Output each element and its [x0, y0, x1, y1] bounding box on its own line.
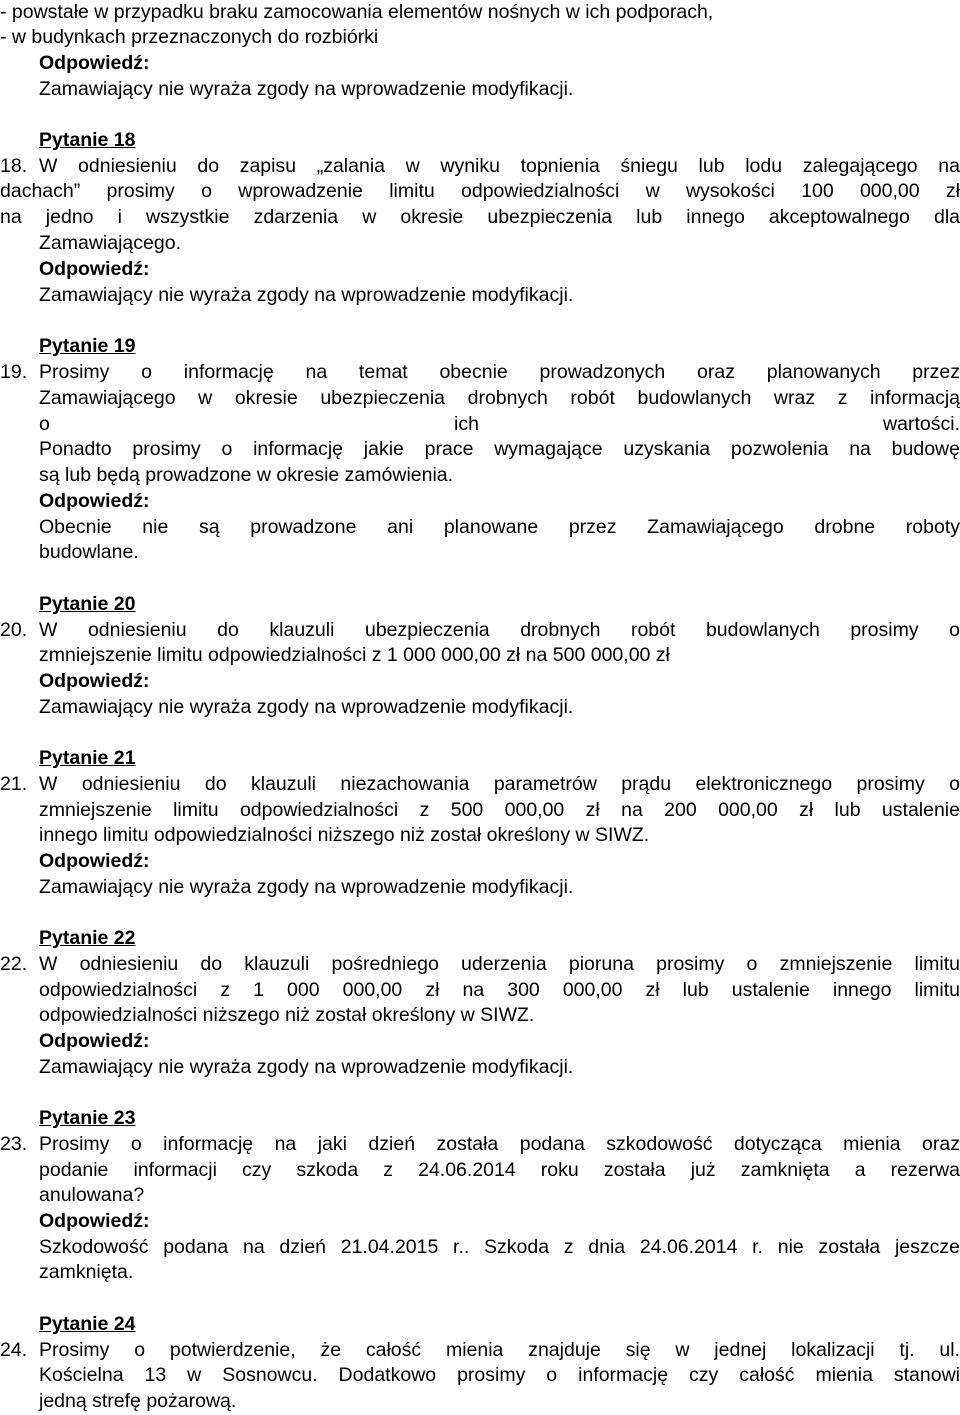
answer-label: Odpowiedź: [39, 670, 150, 692]
answer-text: Zamawiający nie wyraża zgody na wprowadzenie modyfikacji. [39, 696, 574, 718]
question-text-line: Zamawiającego w okresie ubezpieczenia drobnych robót budowlanych wraz z informacją [39, 387, 960, 409]
question-number-label: 19. [0, 361, 28, 383]
question-number-label: 22. [0, 953, 28, 975]
answer-label: Odpowiedź: [39, 850, 150, 872]
answer-text: Obecnie nie są prowadzone ani planowane przez Zamawiającego drobne roboty [39, 516, 960, 538]
question-text-line: są lub będą prowadzone w okresie zamówienia. [39, 464, 454, 486]
answer-label: Odpowiedź: [39, 490, 150, 512]
answer-text: Zamawiający nie wyraża zgody na wprowadzenie modyfikacji. [39, 284, 574, 306]
question-number-label: 20. [0, 619, 28, 641]
question-text-line: W odniesieniu do klauzuli ubezpieczenia drobnych robót budowlanych prosimy o [39, 619, 960, 641]
question-text-line: anulowana? [39, 1184, 145, 1206]
answer-text: Zamawiający nie wyraża zgody na wprowadzenie modyfikacji. [39, 1056, 574, 1078]
question-heading: Pytanie 18 [39, 129, 136, 151]
question-heading: Pytanie 19 [39, 335, 136, 357]
question-heading: Pytanie 23 [39, 1107, 136, 1129]
question-number-label: 18. [0, 155, 28, 177]
question-text-line: odpowiedzialności niższego niż został określony w SIWZ. [39, 1004, 535, 1026]
answer-label: Odpowiedź: [39, 1030, 150, 1052]
question-heading: Pytanie 20 [39, 593, 136, 615]
question-text-line: Prosimy o informację na jaki dzień została podana szkodowość dotycząca mienia oraz [39, 1133, 960, 1155]
answer-label: Odpowiedź: [39, 1210, 150, 1232]
question-text-line: Prosimy o informację na temat obecnie prowadzonych oraz planowanych przez [39, 361, 960, 383]
question-text-line: W odniesieniu do zapisu „zalania w wyniku topnienia śniegu lub lodu zalegającego na [39, 155, 960, 177]
list-item-dash: - w budynkach przeznaczonych do rozbiórki [0, 26, 379, 48]
list-item-dash: - powstałe w przypadku braku zamocowania elementów nośnych w ich podporach, [0, 1, 714, 23]
question-heading: Pytanie 22 [39, 927, 136, 949]
question-number-label: 21. [0, 773, 28, 795]
question-text-line: jedną strefę pożarową. [39, 1390, 237, 1412]
question-text-line: Prosimy o potwierdzenie, że całość mienia znajduje się w jednej lokalizacji tj. ul. [39, 1339, 960, 1361]
question-text-line: Kościelna 13 w Sosnowcu. Dodatkowo prosimy o informację czy całość mienia stanowi [39, 1364, 960, 1386]
question-text-line: Zamawiającego. [39, 232, 181, 254]
question-text-line: zmniejszenie limitu odpowiedzialności z 1 000 000,00 zł na 500 000,00 zł [39, 644, 670, 666]
question-text-line: W odniesieniu do klauzuli niezachowania parametrów prądu elektronicznego prosimy o [39, 773, 960, 795]
question-text-line: innego limitu odpowiedzialności niższego niż został określony w SIWZ. [39, 824, 650, 846]
question-text-line: o ich wartości. [39, 413, 960, 435]
question-text-line: dachach” prosimy o wprowadzenie limitu odpowiedzialności w wysokości 100 000,00 zł [0, 180, 960, 202]
answer-text: budowlane. [39, 541, 139, 563]
question-text-line: na jedno i wszystkie zdarzenia w okresie ubezpieczenia lub innego akceptowalnego dla [0, 206, 960, 228]
answer-label: Odpowiedź: [39, 258, 150, 280]
answer-text: Szkodowość podana na dzień 21.04.2015 r.. Szkoda z dnia 24.06.2014 r. nie została jeszcze [39, 1236, 960, 1258]
answer-label: Odpowiedź: [39, 52, 150, 74]
answer-text: Zamawiający nie wyraża zgody na wprowadzenie modyfikacji. [39, 876, 574, 898]
question-text-line: W odniesieniu do klauzuli pośredniego uderzenia pioruna prosimy o zmniejszenie limitu [39, 953, 960, 975]
answer-text: Zamawiający nie wyraża zgody na wprowadzenie modyfikacji. [39, 78, 574, 100]
question-text-line: podanie informacji czy szkoda z 24.06.2014 roku została już zamknięta a rezerwa [39, 1159, 960, 1181]
question-text-line: zmniejszenie limitu odpowiedzialności z 500 000,00 zł na 200 000,00 zł lub ustalenie [39, 799, 960, 821]
question-heading: Pytanie 24 [39, 1313, 136, 1335]
question-number-label: 24. [0, 1339, 28, 1361]
question-text-line: Ponadto prosimy o informację jakie prace wymagające uzyskania pozwolenia na budowę [39, 438, 960, 460]
question-number-label: 23. [0, 1133, 28, 1155]
question-text-line: odpowiedzialności z 1 000 000,00 zł na 300 000,00 zł lub ustalenie innego limitu [39, 979, 960, 1001]
question-heading: Pytanie 21 [39, 747, 136, 769]
answer-text: zamknięta. [39, 1261, 134, 1283]
